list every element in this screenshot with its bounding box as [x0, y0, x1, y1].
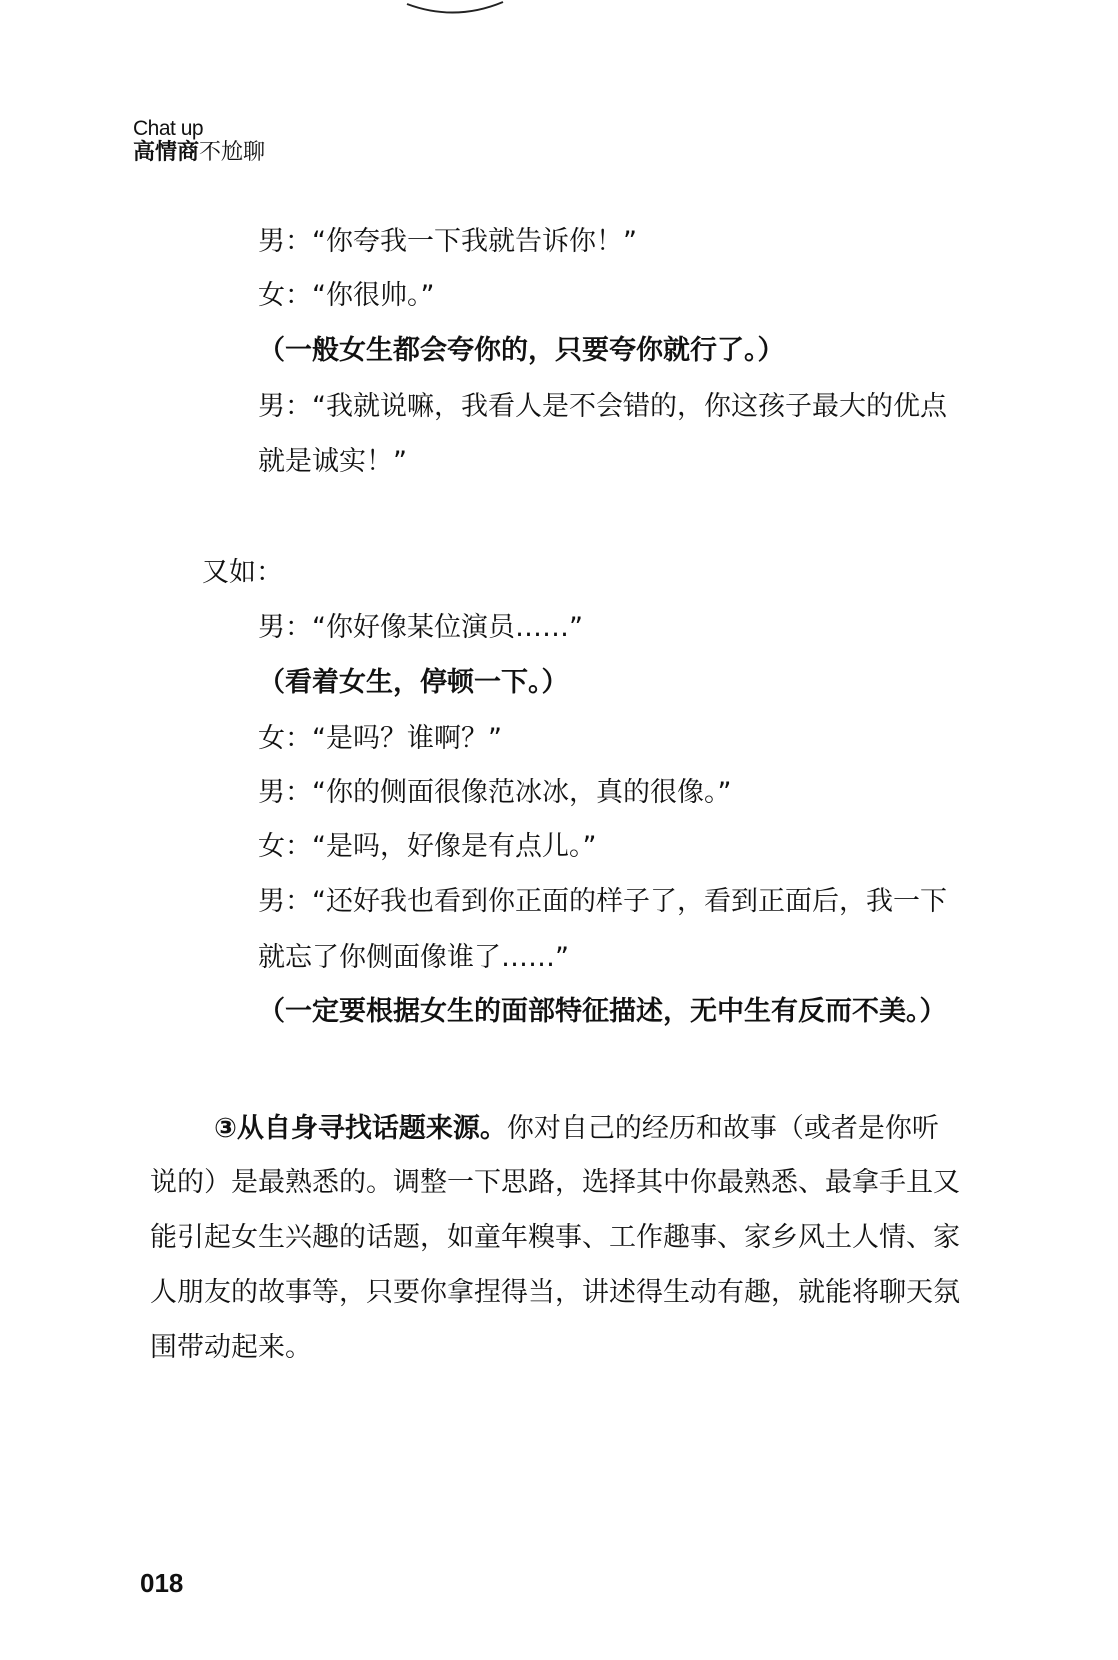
paragraph-line — [214, 1112, 939, 1146]
dialogue-note: （看着女生，停顿一下。） — [258, 667, 569, 698]
page-number: 018 — [140, 1568, 184, 1598]
dialogue-line: 就是诚实！” — [258, 446, 407, 477]
dialogue-note: （一般女生都会夸你的，只要夸你就行了。） — [258, 335, 785, 366]
dialogue-line: 男：“你好像某位演员……” — [258, 612, 583, 643]
dialogue-note: （一定要根据女生的面部特征描述，无中生有反而不美。） — [258, 996, 947, 1027]
header-chinese-title — [133, 140, 265, 166]
top-decorative-curve — [405, 0, 505, 18]
dialogue-line: 男：“我就说嘛，我看人是不会错的，你这孩子最大的优点 — [258, 391, 947, 422]
dialogue-line: 男：“你的侧面很像范冰冰，真的很像。” — [258, 777, 732, 808]
header-chinese-light: 不尬聊 — [199, 140, 266, 165]
paragraph-heading: ③从自身寻找话题来源。 — [214, 1113, 507, 1144]
paragraph-line: 说的）是最熟悉的。调整一下思路，选择其中你最熟悉、最拿手且又 — [150, 1167, 960, 1198]
dialogue-line: 女：“你很帅。” — [258, 280, 435, 311]
dialogue-line: 就忘了你侧面像谁了……” — [258, 942, 569, 973]
header-english-title: Chat up — [133, 117, 204, 140]
dialogue-line: 女：“是吗，好像是有点儿。” — [258, 831, 597, 862]
paragraph-text: 你对自己的经历和故事（或者是你听 — [506, 1113, 939, 1144]
running-header — [133, 118, 265, 166]
paragraph-line: 围带动起来。 — [150, 1332, 312, 1363]
header-chinese-bold: 高情商 — [133, 140, 200, 165]
dialogue-line: 男：“你夸我一下我就告诉你！” — [258, 226, 637, 257]
paragraph-line: 人朋友的故事等，只要你拿捏得当，讲述得生动有趣，就能将聊天氛 — [150, 1277, 960, 1308]
dialogue-line: 男：“还好我也看到你正面的样子了，看到正面后，我一下 — [258, 886, 947, 917]
paragraph-line: 能引起女生兴趣的话题，如童年糗事、工作趣事、家乡风土人情、家 — [150, 1222, 960, 1253]
dialogue-line: 女：“是吗？谁啊？” — [258, 723, 502, 754]
section-lead: 又如： — [202, 557, 283, 588]
